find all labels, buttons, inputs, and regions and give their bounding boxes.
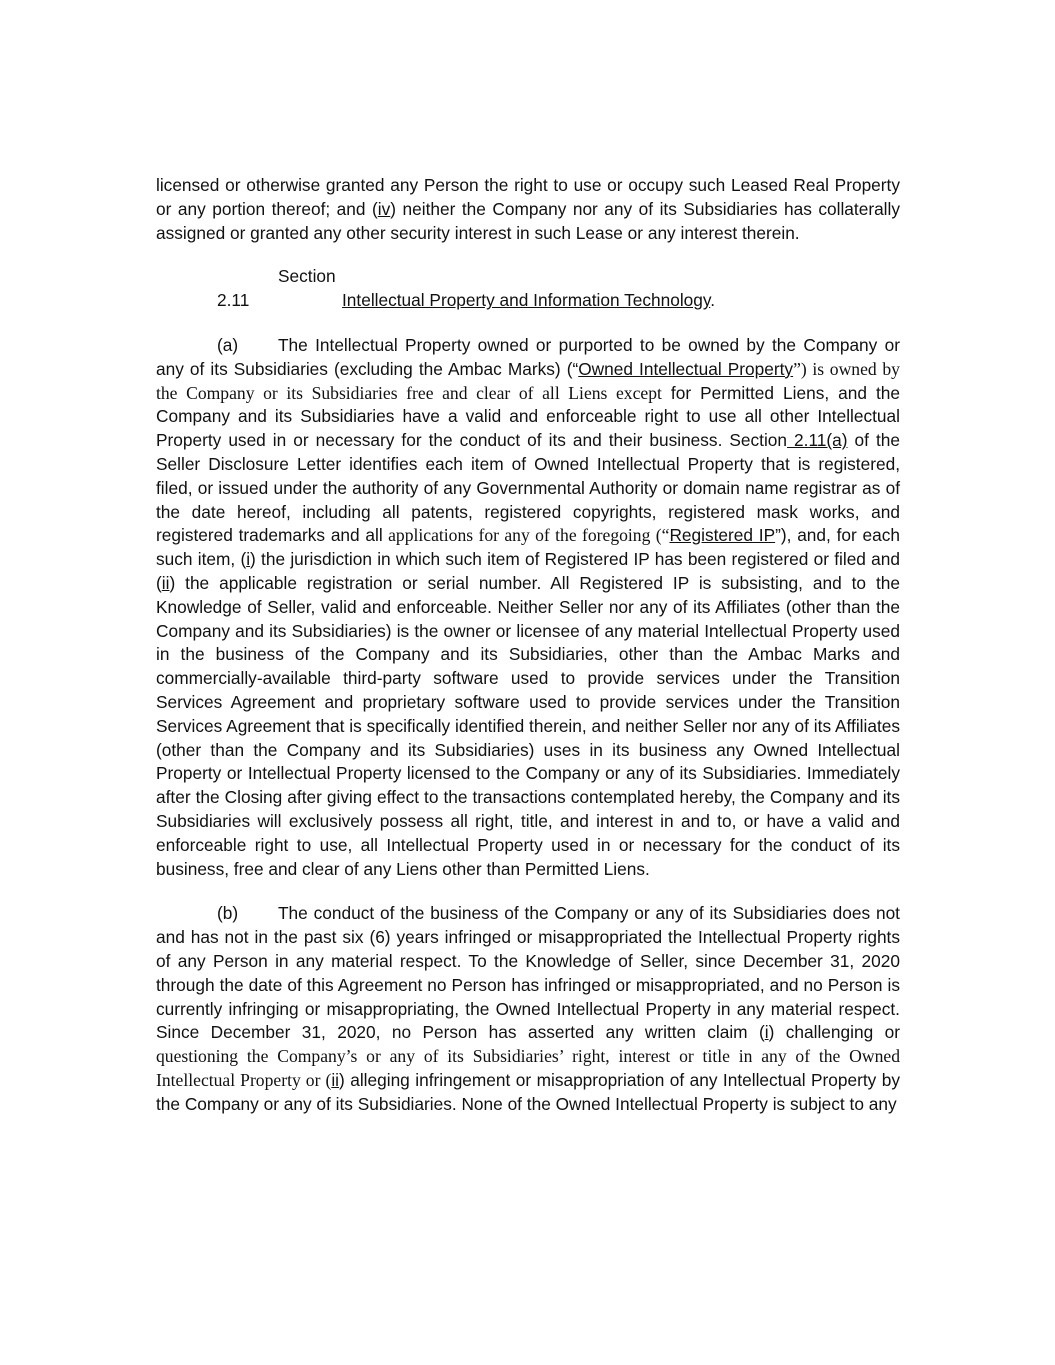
paragraph-a-text-7: ) the jurisdiction in which such item of Registered IP has been registered or filed and ( <box>156 549 900 593</box>
paragraph-b-text-2: ) challenging or <box>768 1022 900 1043</box>
paragraph-a-text-3: for Permitted Liens, and the Company and its Subsidiaries have a valid and enforceable right to use all other Intellectual Property used in or necessary for the conduct of its and their business. Section <box>156 382 900 451</box>
paragraph-a <box>156 334 900 881</box>
paragraph-a-text-1: The Intellectual Property owned or purported to be owned by the Company or any of its Subsidiaries (excluding the Ambac Marks) (“ <box>156 334 900 379</box>
paragraph-b-text-4: ) alleging infringement or misappropriation of any Intellectual Property by the Company or any of its Subsidiaries. None of the Owned Intellectual Property is subject to any <box>156 1069 900 1114</box>
clause-i: i <box>246 549 251 570</box>
section-title: Intellectual Property and Information Technology <box>342 290 711 311</box>
clause-iv: iv <box>377 198 391 219</box>
section-number: Section 2.11 <box>217 266 336 311</box>
paragraph-a-text-2: ”) is owned by the Company or its Subsidiaries free and clear of all Liens except <box>156 358 900 403</box>
intro-text-2: ) neither the Company nor any of its Subsidiaries has collaterally assigned or granted any other security interest in such Lease or any interest therein. <box>156 198 900 243</box>
paragraph-a-label: (a) <box>217 334 239 355</box>
intro-text-1: licensed or otherwise granted any Person the right to use or occupy such Leased Real Property or any portion thereof; and ( <box>156 175 900 219</box>
defined-term-registered-ip: Registered IP <box>669 525 776 546</box>
paragraph-a-text-6: ”), and, for each such item, ( <box>156 525 901 570</box>
section-period: . <box>710 290 716 311</box>
clause-ii: ii <box>161 572 170 593</box>
intro-paragraph <box>156 174 900 245</box>
defined-term-owned-ip: Owned Intellectual Property <box>578 358 794 379</box>
paragraph-b-text-1: The conduct of the business of the Company or any of its Subsidiaries does not and has not in the past six (6) years infringed or misappropriated the Intellectual Property rights of any Person in any material respect. To the Knowledge of Seller, since December 31, 2020 through the date of this Agreement no Person has infringed or misappropriated, and no Person is currently infringing or misappropriating, the Owned Intellectual Property in any material respect. Since December 31, 2020, no Person has asserted any written claim ( <box>156 903 900 1043</box>
paragraph-b-text-3: questioning the Company’s or any of its Subsidiaries’ right, interest or title in any of the Owned Intellectual Property or ( <box>156 1046 900 1090</box>
section-reference: 2.11(a) <box>787 430 848 451</box>
clause-i: i <box>764 1022 769 1043</box>
document-page <box>156 174 900 1116</box>
paragraph-a-text-8: ) the applicable registration or serial number. All Registered IP is subsisting, and to the Knowledge of Seller, valid and enforceable. Neither Seller nor any of its Affiliates (other than the Company and its Subsidiaries) is the owner or licensee of any material Intellectual Property used in the business of the Company and its Subsidiaries, other than the Ambac Marks and commercially-available third-party software used to provide services under the Transition Services Agreement and proprietary software used to provide services under the Transition Services Agreement that is specifically identified therein, and neither Seller nor any of its Affiliates (other than the Company and its Subsidiaries) uses in its business any Owned Intellectual Property or Intellectual Property licensed to the Company or any of its Subsidiaries. Immediately after the Closing after giving effect to the transactions contemplated hereby, the Company and its Subsidiaries will exclusively possess all right, title, and interest in and to, or have a valid and enforceable right to use, all Intellectual Property used in or necessary for the conduct of its business, free and clear of any Liens other than Permitted Liens. <box>156 572 900 879</box>
section-heading <box>156 265 900 313</box>
clause-ii: ii <box>331 1069 340 1090</box>
paragraph-b-label: (b) <box>217 903 239 924</box>
paragraph-b <box>156 902 900 1116</box>
paragraph-a-text-4: of the Seller Disclosure Letter identifies each item of Owned Intellectual Property that is registered, filed, or issued under the authority of any Governmental Authority or domain name registrar as of the date hereof, including all patents, registered copyrights, registered mask works, and registered trademarks and all <box>156 430 900 546</box>
paragraph-a-text-5: applications for any of the foregoing (“ <box>382 525 670 546</box>
